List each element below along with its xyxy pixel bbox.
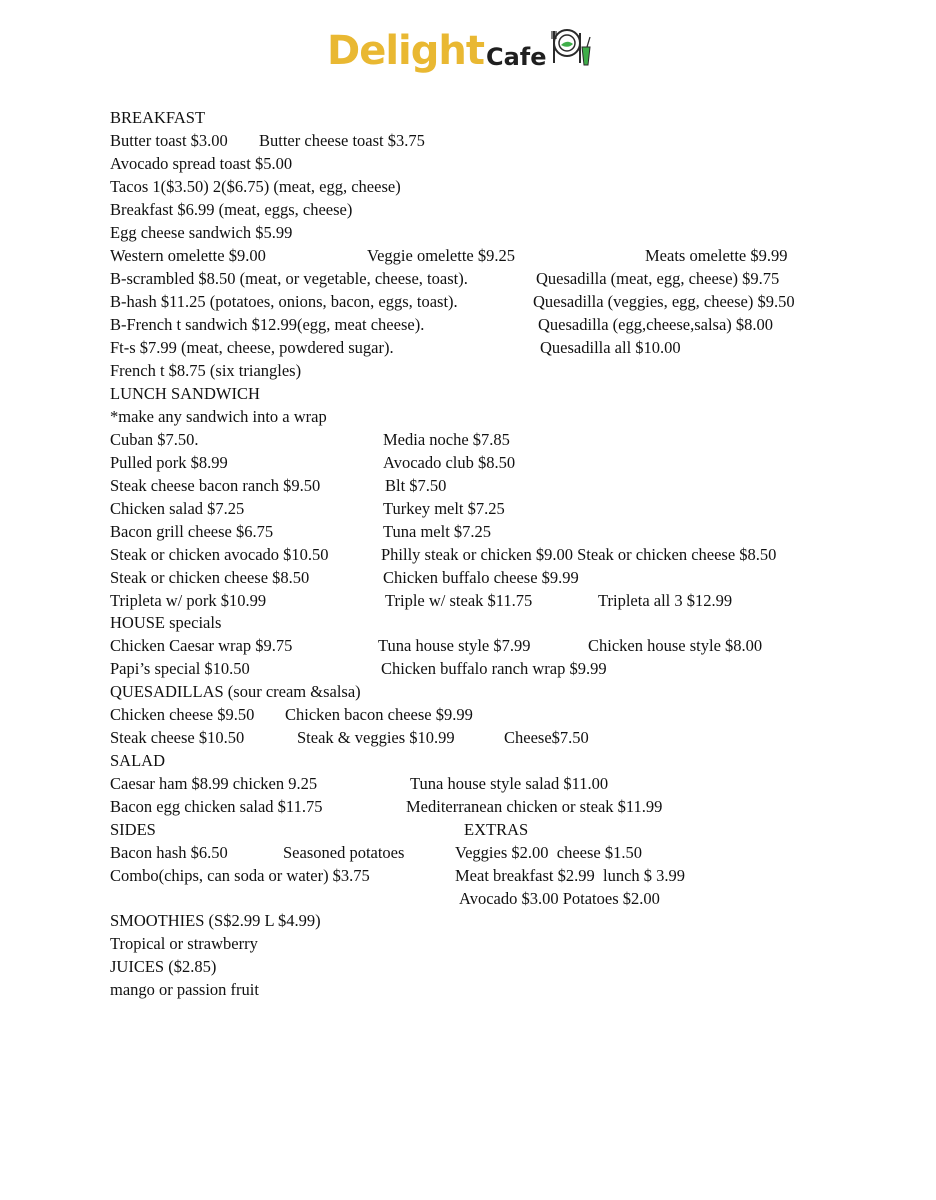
menu-item: Caesar ham $8.99 chicken 9.25 bbox=[110, 774, 318, 793]
menu-item: Bacon grill cheese $6.75 bbox=[110, 522, 274, 541]
menu-item: Meat breakfast $2.99 lunch $ 3.99 bbox=[455, 866, 686, 885]
menu-item: Tuna house style salad $11.00 bbox=[410, 774, 609, 793]
menu-item: Media noche $7.85 bbox=[383, 430, 510, 449]
menu-note: *make any sandwich into a wrap bbox=[110, 407, 327, 426]
menu-item: Steak or chicken avocado $10.50 bbox=[110, 545, 329, 564]
menu-item: Seasoned potatoes bbox=[283, 843, 405, 862]
menu-item: Quesadilla (egg,cheese,salsa) $8.00 bbox=[538, 315, 774, 334]
menu-item: Bacon hash $6.50 bbox=[110, 843, 228, 862]
section-heading-extras: EXTRAS bbox=[464, 820, 529, 839]
menu-item: Quesadilla (meat, egg, cheese) $9.75 bbox=[536, 269, 780, 288]
menu-item: Tripleta w/ pork $10.99 bbox=[110, 591, 267, 610]
menu-item: mango or passion fruit bbox=[110, 980, 259, 999]
menu-item: B-scrambled $8.50 (meat, or vegetable, cheese, toast). bbox=[110, 269, 468, 288]
menu-item: Veggies $2.00 cheese $1.50 bbox=[455, 843, 642, 862]
menu-item: Chicken buffalo cheese $9.99 bbox=[383, 568, 579, 587]
menu-item: Chicken buffalo ranch wrap $9.99 bbox=[381, 659, 607, 678]
menu-item: Chicken house style $8.00 bbox=[588, 636, 763, 655]
menu-item: Avocado $3.00 Potatoes $2.00 bbox=[459, 889, 660, 908]
menu-item: Mediterranean chicken or steak $11.99 bbox=[406, 797, 663, 816]
menu-item: Turkey melt $7.25 bbox=[383, 499, 505, 518]
menu-item: Avocado club $8.50 bbox=[383, 453, 516, 472]
menu-item: Cuban $7.50. bbox=[110, 430, 199, 449]
menu-item: Butter toast $3.00 bbox=[110, 131, 228, 150]
menu-item: Meats omelette $9.99 bbox=[645, 246, 788, 265]
menu-item: Cheese$7.50 bbox=[504, 728, 589, 747]
menu-item: Steak cheese bacon ranch $9.50 bbox=[110, 476, 321, 495]
menu-item: French t $8.75 (six triangles) bbox=[110, 361, 302, 380]
menu-item: B-hash $11.25 (potatoes, onions, bacon, eggs, toast). bbox=[110, 292, 458, 311]
menu-item: Avocado spread toast $5.00 bbox=[110, 154, 293, 173]
menu-item: B-French t sandwich $12.99(egg, meat cheese). bbox=[110, 315, 425, 334]
menu-item: Pulled pork $8.99 bbox=[110, 453, 228, 472]
section-heading-breakfast: BREAKFAST bbox=[110, 108, 206, 127]
menu-item: Tuna house style $7.99 bbox=[378, 636, 531, 655]
menu-item: Blt $7.50 bbox=[385, 476, 447, 495]
logo-brand-text: Delight bbox=[327, 28, 484, 74]
section-heading-sides: SIDES bbox=[110, 820, 156, 839]
menu-item: Bacon egg chicken salad $11.75 bbox=[110, 797, 323, 816]
section-heading-quesadillas: QUESADILLAS (sour cream &salsa) bbox=[110, 682, 361, 701]
menu-item: Steak cheese $10.50 bbox=[110, 728, 245, 747]
menu-item: Steak & veggies $10.99 bbox=[297, 728, 455, 747]
menu-item: Veggie omelette $9.25 bbox=[367, 246, 516, 265]
menu-item: Chicken salad $7.25 bbox=[110, 499, 245, 518]
menu-item: Egg cheese sandwich $5.99 bbox=[110, 223, 293, 242]
logo-suffix-text: Cafe bbox=[485, 43, 547, 71]
section-heading-smoothies: SMOOTHIES (S$2.99 L $4.99) bbox=[110, 911, 321, 930]
section-heading-lunch: LUNCH SANDWICH bbox=[110, 384, 260, 403]
menu-item: Chicken cheese $9.50 bbox=[110, 705, 255, 724]
menu-item: Quesadilla all $10.00 bbox=[540, 338, 681, 357]
menu-item: Triple w/ steak $11.75 bbox=[385, 591, 533, 610]
menu-item: Tacos 1($3.50) 2($6.75) (meat, egg, cheese) bbox=[110, 177, 401, 196]
menu-item: Papi’s special $10.50 bbox=[110, 659, 250, 678]
menu-item: Chicken bacon cheese $9.99 bbox=[285, 705, 473, 724]
menu-item: Western omelette $9.00 bbox=[110, 246, 266, 265]
menu-item: Steak or chicken cheese $8.50 bbox=[110, 568, 310, 587]
menu-item: Quesadilla (veggies, egg, cheese) $9.50 bbox=[533, 292, 795, 311]
section-heading-salad: SALAD bbox=[110, 751, 166, 770]
menu-item: Tripleta all 3 $12.99 bbox=[598, 591, 733, 610]
menu-item: Butter cheese toast $3.75 bbox=[259, 131, 425, 150]
section-heading-juices: JUICES ($2.85) bbox=[110, 957, 217, 976]
menu-item: Tuna melt $7.25 bbox=[383, 522, 492, 541]
menu-item: Combo(chips, can soda or water) $3.75 bbox=[110, 866, 370, 885]
menu-item: Tropical or strawberry bbox=[110, 934, 258, 953]
menu-item: Breakfast $6.99 (meat, eggs, cheese) bbox=[110, 200, 353, 219]
menu-item: Ft-s $7.99 (meat, cheese, powdered sugar). bbox=[110, 338, 394, 357]
section-heading-house: HOUSE specials bbox=[110, 613, 222, 632]
menu-item: Philly steak or chicken $9.00 Steak or chicken cheese $8.50 bbox=[381, 545, 777, 564]
menu-item: Chicken Caesar wrap $9.75 bbox=[110, 636, 293, 655]
